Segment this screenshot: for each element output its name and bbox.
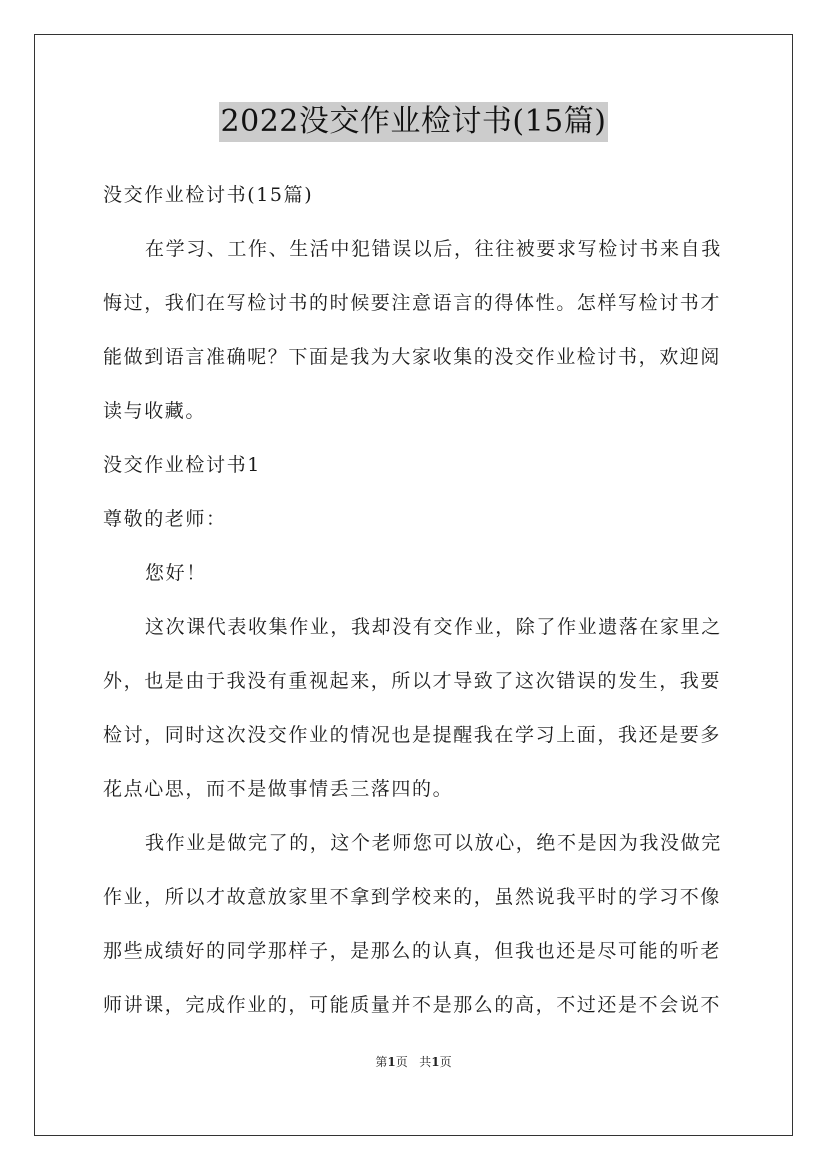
page-suffix: 页 xyxy=(395,1055,408,1069)
salutation: 尊敬的老师： xyxy=(103,508,227,530)
total-pages: 1 xyxy=(431,1055,440,1069)
document-body xyxy=(103,168,725,1032)
greeting: 您好！ xyxy=(145,562,207,584)
section-heading: 没交作业检讨书1 xyxy=(103,454,261,476)
page-prefix: 第 xyxy=(375,1055,388,1069)
paragraph-line: 那些成绩好的同学那样子，是那么的认真，但我也还是尽可能的听老 xyxy=(103,940,722,962)
paragraph-line: 这次课代表收集作业，我却没有交作业，除了作业遗落在家里之 xyxy=(145,616,722,638)
paragraph-line: 能做到语言准确呢？下面是我为大家收集的没交作业检讨书，欢迎阅 xyxy=(103,346,722,368)
paragraph-line: 悔过，我们在写检讨书的时候要注意语言的得体性。怎样写检讨书才 xyxy=(103,292,722,314)
paragraph-line: 外，也是由于我没有重视起来，所以才导致了这次错误的发生，我要 xyxy=(103,670,722,692)
subtitle-line: 没交作业检讨书(15篇) xyxy=(103,184,314,206)
title-container xyxy=(0,102,827,142)
paragraph-line: 在学习、工作、生活中犯错误以后，往往被要求写检讨书来自我 xyxy=(145,238,722,260)
total-prefix: 共 xyxy=(419,1055,432,1069)
document-title: 2022没交作业检讨书(15篇) xyxy=(219,102,609,142)
paragraph-line: 师讲课，完成作业的，可能质量并不是那么的高，不过还是不会说不 xyxy=(103,994,722,1016)
paragraph-line: 花点心思，而不是做事情丢三落四的。 xyxy=(103,778,454,800)
total-suffix: 页 xyxy=(439,1055,452,1069)
page-footer xyxy=(0,1054,827,1070)
paragraph-line: 检讨，同时这次没交作业的情况也是提醒我在学习上面，我还是要多 xyxy=(103,724,722,746)
paragraph-line: 读与收藏。 xyxy=(103,400,207,422)
paragraph-line: 我作业是做完了的，这个老师您可以放心，绝不是因为我没做完 xyxy=(145,832,722,854)
paragraph-line: 作业，所以才故意放家里不拿到学校来的，虽然说我平时的学习不像 xyxy=(103,886,722,908)
page-number: 1 xyxy=(387,1055,396,1069)
